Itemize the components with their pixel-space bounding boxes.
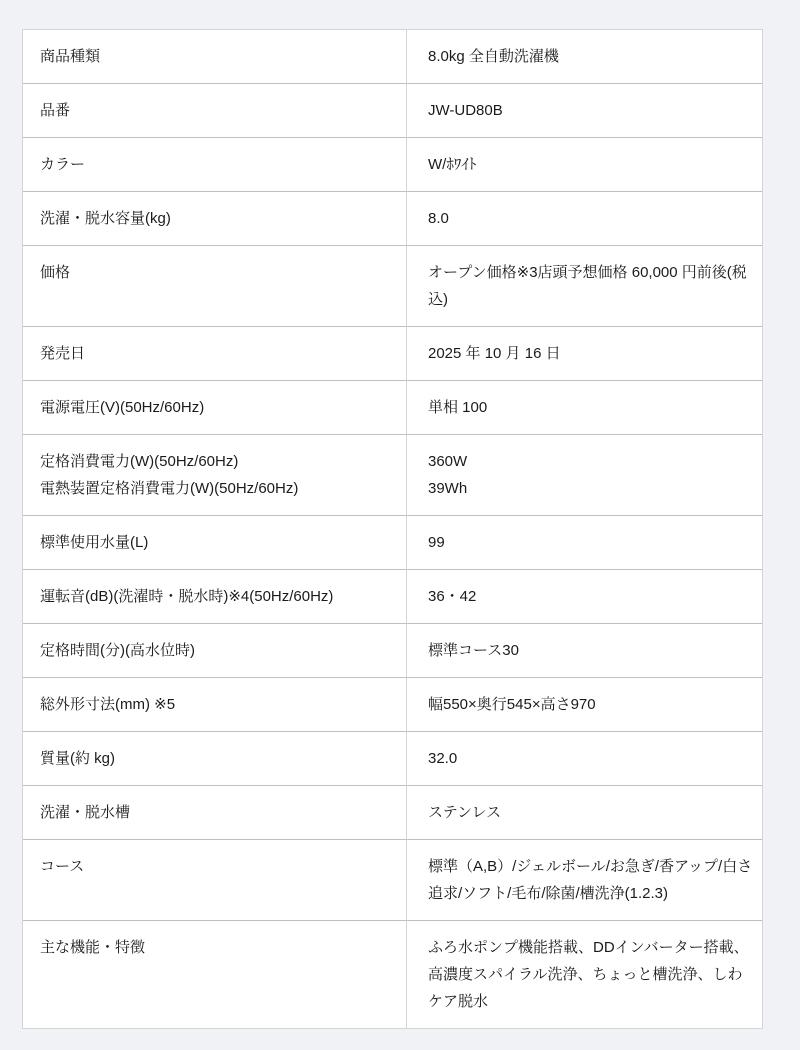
product-spec-table bbox=[22, 29, 763, 1029]
spec-table-body bbox=[23, 30, 762, 1028]
spec-table-row bbox=[23, 30, 762, 84]
spec-value: JW-UD80B bbox=[407, 84, 762, 138]
spec-table-row bbox=[23, 246, 762, 327]
spec-table-row bbox=[23, 516, 762, 570]
spec-label: 定格時間(分)(高水位時) bbox=[23, 624, 407, 678]
spec-value: ステンレス bbox=[407, 786, 762, 840]
spec-value: 8.0 bbox=[407, 192, 762, 246]
spec-value: ふろ水ポンプ機能搭載、DDインバーター搭載、高濃度スパイラル洗浄、ちょっと槽洗浄、しわケア脱水 bbox=[428, 939, 749, 1010]
spec-table-row bbox=[23, 624, 762, 678]
spec-label: 価格 bbox=[23, 246, 407, 327]
spec-value: 8.0kg 全自動洗濯機 bbox=[407, 30, 762, 84]
spec-table-row bbox=[23, 570, 762, 624]
spec-table-row bbox=[23, 921, 762, 1028]
spec-value: 幅550×奥行545×高さ970 bbox=[407, 678, 762, 732]
spec-label: 総外形寸法(mm) ※5 bbox=[23, 678, 407, 732]
spec-label: 品番 bbox=[23, 84, 407, 138]
spec-value: 2025 年 10 月 16 日 bbox=[407, 327, 762, 381]
spec-label: 運転音(dB)(洗濯時・脱水時)※4(50Hz/60Hz) bbox=[23, 570, 407, 624]
spec-value: 32.0 bbox=[407, 732, 762, 786]
spec-label: 電源電圧(V)(50Hz/60Hz) bbox=[23, 381, 407, 435]
spec-label: カラー bbox=[23, 138, 407, 192]
spec-table-row bbox=[23, 192, 762, 246]
spec-value: 360W 39Wh bbox=[407, 435, 762, 516]
spec-value: 標準コース30 bbox=[407, 624, 762, 678]
spec-table-row bbox=[23, 435, 762, 516]
spec-label: 定格消費電力(W)(50Hz/60Hz) 電熱装置定格消費電力(W)(50Hz/60Hz) bbox=[23, 435, 407, 516]
spec-table-row bbox=[23, 84, 762, 138]
spec-value: 36・42 bbox=[407, 570, 762, 624]
spec-table-row bbox=[23, 138, 762, 192]
spec-label: 洗濯・脱水容量(kg) bbox=[23, 192, 407, 246]
spec-label: 洗濯・脱水槽 bbox=[23, 786, 407, 840]
spec-table-row bbox=[23, 678, 762, 732]
spec-value: 単相 100 bbox=[407, 381, 762, 435]
spec-table-row bbox=[23, 786, 762, 840]
spec-table-row bbox=[23, 381, 762, 435]
spec-value: 標準（A,B）/ジェルボール/お急ぎ/香アップ/白さ追求/ソフト/毛布/除菌/槽洗浄(1.2.3) bbox=[407, 840, 762, 921]
spec-label: 商品種類 bbox=[23, 30, 407, 84]
spec-value: 99 bbox=[407, 516, 762, 570]
spec-table-row bbox=[23, 327, 762, 381]
spec-label: 発売日 bbox=[23, 327, 407, 381]
spec-table-row bbox=[23, 732, 762, 786]
spec-label: 質量(約 kg) bbox=[23, 732, 407, 786]
spec-label: 主な機能・特徴 bbox=[23, 921, 407, 1028]
spec-table-row bbox=[23, 840, 762, 921]
spec-label: コース bbox=[23, 840, 407, 921]
spec-label: 標準使用水量(L) bbox=[23, 516, 407, 570]
spec-value: オープン価格※3店頭予想価格 60,000 円前後(税込) bbox=[407, 246, 762, 327]
spec-value: W/ﾎﾜｲﾄ bbox=[407, 138, 762, 192]
